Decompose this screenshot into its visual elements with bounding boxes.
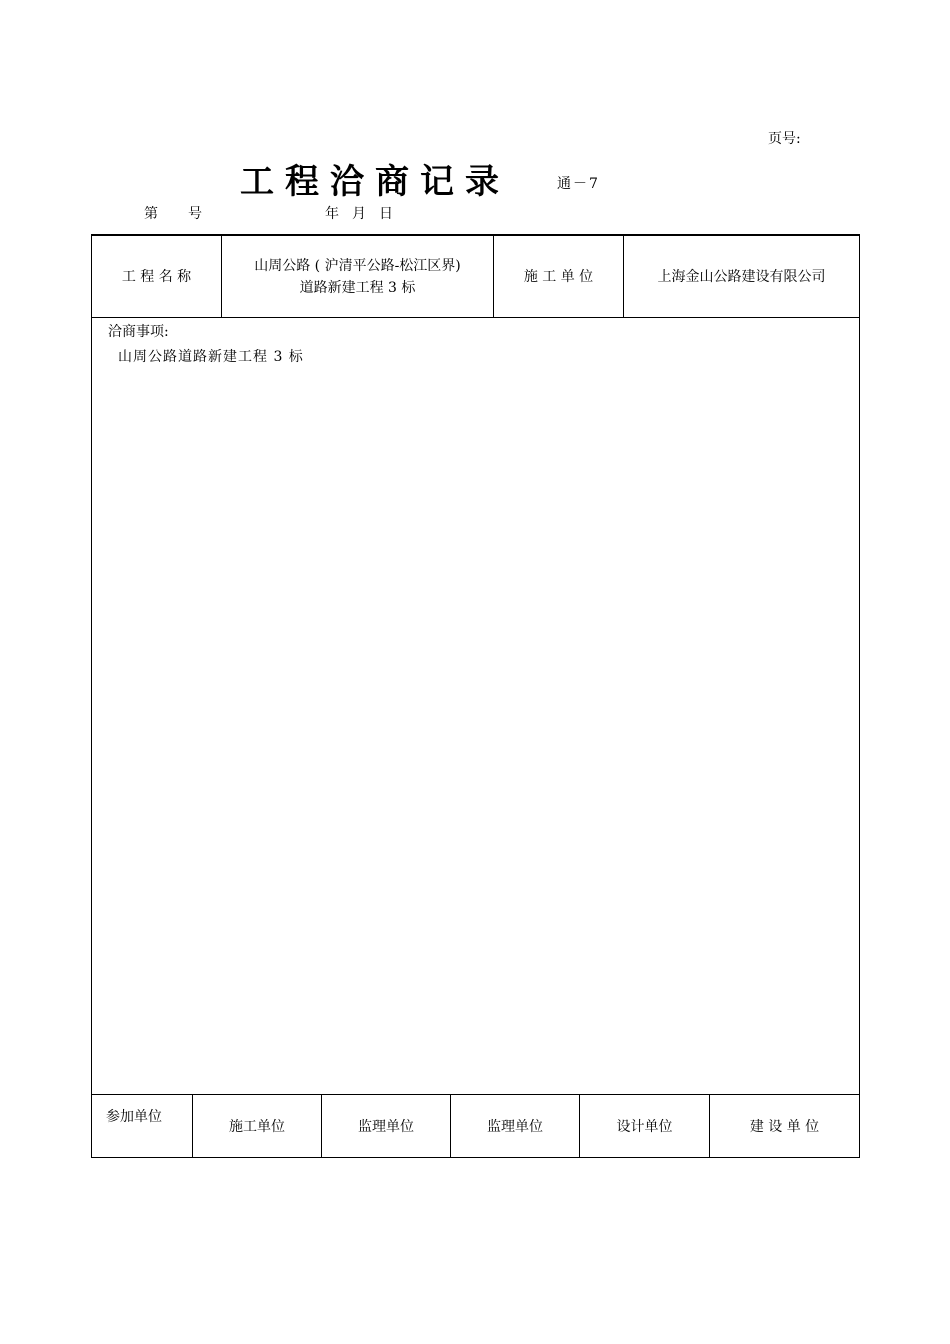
page-number: 页号: xyxy=(768,131,801,147)
participant-unit: 监理单位 xyxy=(487,1118,543,1135)
matters-content: 山周公路道路新建工程 3 标 xyxy=(118,349,304,365)
form-code: 通－7 xyxy=(557,176,600,192)
date-month: 月 xyxy=(352,206,366,222)
project-name-line2: 道路新建工程 3 标 xyxy=(299,279,416,296)
contractor-label: 施 工 单 位 xyxy=(523,268,594,285)
participant-unit: 建 设 单 位 xyxy=(749,1118,820,1135)
date-day: 日 xyxy=(379,206,393,222)
participants-label: 参加单位 xyxy=(106,1109,162,1125)
project-name-label: 工 程 名 称 xyxy=(121,268,192,285)
date-year: 年 xyxy=(325,206,339,222)
record-number-suffix: 号 xyxy=(188,206,202,222)
record-number-prefix: 第 xyxy=(144,206,158,222)
matters-label: 洽商事项: xyxy=(108,324,169,340)
participant-unit: 设计单位 xyxy=(616,1118,673,1135)
participant-unit: 施工单位 xyxy=(229,1118,285,1135)
form-frame xyxy=(91,234,860,1158)
project-name-value xyxy=(222,236,493,317)
project-name-line1: 山周公路 ( 沪清平公路-松江区界) xyxy=(254,257,461,274)
divider-header-row xyxy=(91,317,860,318)
contractor-value: 上海金山公路建设有限公司 xyxy=(657,268,826,285)
participant-unit: 监理单位 xyxy=(358,1118,414,1135)
record-date xyxy=(325,203,406,223)
page-title: 工程洽商记录 xyxy=(240,162,510,202)
record-number xyxy=(144,203,232,223)
